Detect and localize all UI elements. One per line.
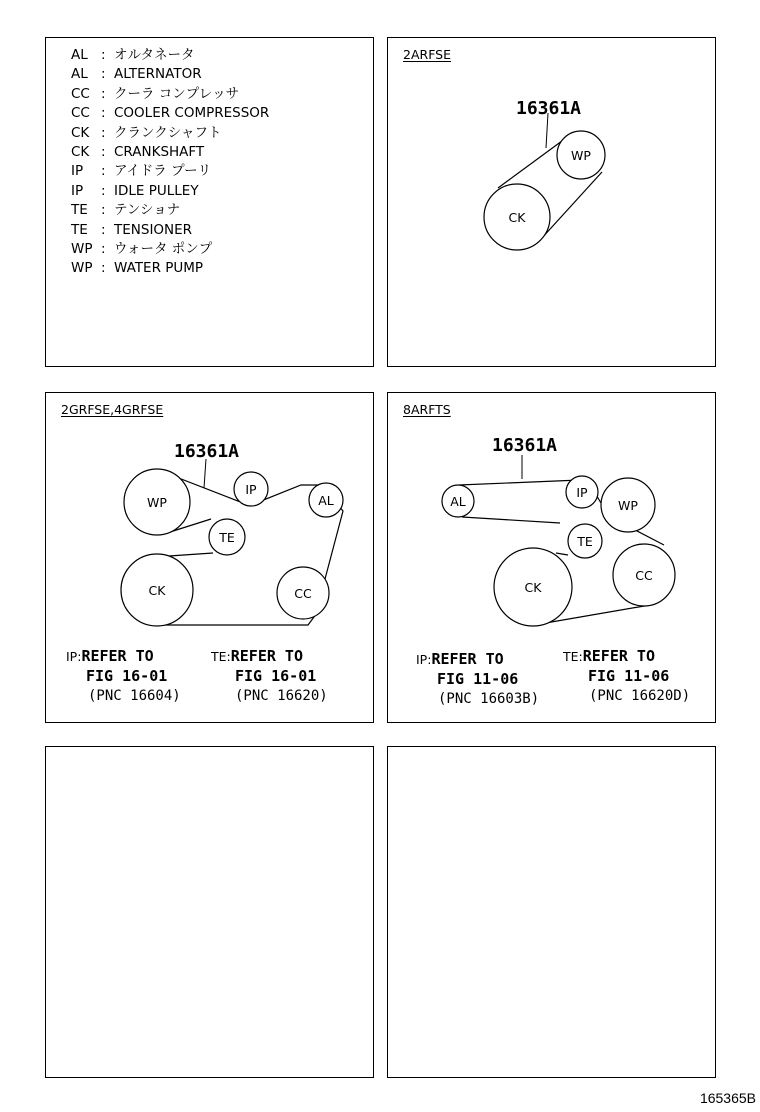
pulley-label-wp: WP <box>618 498 638 513</box>
pulley-label-wp: WP <box>571 148 591 163</box>
legend-code: AL <box>71 66 88 83</box>
legend-description: CRANKSHAFT <box>114 144 205 160</box>
note-key: IP: <box>416 652 432 667</box>
pulley-label-al: AL <box>450 494 466 509</box>
legend-code: CK <box>71 144 90 160</box>
empty-panel-left <box>45 746 374 1078</box>
legend-code: WP <box>71 260 93 277</box>
pulley-label-ck: CK <box>148 583 166 598</box>
pulley-label-ip: IP <box>576 485 588 500</box>
legend-description: ウォータ ポンプ <box>114 241 213 257</box>
legend-separator: : <box>101 163 106 180</box>
legend-separator: : <box>101 260 106 277</box>
legend-description: WATER PUMP <box>114 260 204 277</box>
part-number: 16361A <box>516 98 582 119</box>
legend-description: アイドラ プーリ <box>114 163 212 180</box>
legend-separator: : <box>101 202 106 219</box>
legend-description: クランクシャフト <box>114 124 222 141</box>
pulley-label-ck: CK <box>524 580 542 595</box>
legend-code: CC <box>71 105 90 122</box>
figure-id: 165365B <box>699 1090 756 1106</box>
belt-segment <box>556 553 568 555</box>
leader-line <box>204 459 206 488</box>
panel-label-2arfse: 2ARFSE <box>403 47 451 62</box>
note-ip <box>66 646 206 708</box>
part-number: 16361A <box>492 435 558 456</box>
legend-separator: : <box>101 47 106 63</box>
panel-label-8arfts: 8ARFTS <box>403 402 451 417</box>
panel-label-2grfse: 2GRFSE,4GRFSE <box>61 402 164 417</box>
panel-2grfse <box>45 392 374 723</box>
note-key: IP: <box>66 649 82 664</box>
pulley-label-te: TE <box>577 534 593 549</box>
legend-separator: : <box>101 85 106 102</box>
belt-segment <box>169 553 213 556</box>
note-line2: FIG 11-06 <box>588 667 670 685</box>
legend-description: TENSIONER <box>114 221 193 238</box>
legend-panel <box>45 37 374 367</box>
empty-panel-right <box>387 746 716 1078</box>
legend-code: IP <box>71 163 84 180</box>
legend-description: COOLER COMPRESSOR <box>114 105 270 122</box>
legend-code: TE <box>71 202 88 219</box>
note-line3: (PNC 16604) <box>88 688 181 704</box>
note-line2: FIG 11-06 <box>437 670 519 688</box>
pulley-label-ip: IP <box>245 482 257 497</box>
note-line3: (PNC 16620) <box>235 688 328 704</box>
legend-description: クーラ コンプレッサ <box>114 85 240 102</box>
note-key: TE: <box>563 649 583 664</box>
note-line3: (PNC 16603B) <box>438 691 540 707</box>
pulley-label-ck: CK <box>508 210 526 225</box>
legend-code: AL <box>71 47 88 63</box>
note-te <box>563 646 713 708</box>
legend-code: CK <box>71 124 90 141</box>
legend-separator: : <box>101 144 106 160</box>
legend-description: テンショナ <box>114 202 181 219</box>
pulley-label-te: TE <box>219 530 235 545</box>
belt-segment <box>498 138 566 188</box>
legend-code: CC <box>71 85 90 102</box>
belt-segment <box>462 517 560 523</box>
legend-separator: : <box>101 182 106 199</box>
note-te <box>211 646 361 708</box>
pulley-label-al: AL <box>318 493 334 508</box>
note-line1: REFER TO <box>431 650 504 668</box>
panel-2arfse <box>387 37 716 367</box>
belt-segment <box>459 480 580 485</box>
legend-description: ALTERNATOR <box>114 66 202 83</box>
belt-segment <box>541 172 602 239</box>
note-ip <box>416 649 556 711</box>
note-line1: REFER TO <box>230 647 303 665</box>
note-line2: FIG 16-01 <box>86 667 168 685</box>
belt-diagram-2arfse <box>388 38 717 368</box>
legend-separator: : <box>101 66 106 83</box>
legend-description: オルタネータ <box>114 47 195 63</box>
legend-description: IDLE PULLEY <box>114 182 199 199</box>
note-line1: REFER TO <box>582 647 655 665</box>
pulley-label-wp: WP <box>147 495 167 510</box>
note-key: TE: <box>211 649 231 664</box>
note-line2: FIG 16-01 <box>235 667 317 685</box>
legend-separator: : <box>101 221 106 238</box>
legend-separator: : <box>101 124 106 141</box>
panel-8arfts <box>387 392 716 723</box>
note-line3: (PNC 16620D) <box>589 688 691 704</box>
legend-code: WP <box>71 241 93 257</box>
legend-separator: : <box>101 241 106 257</box>
legend-code: IP <box>71 182 84 199</box>
part-number: 16361A <box>174 441 240 462</box>
legend-code: TE <box>71 221 88 238</box>
pulley-label-cc: CC <box>294 586 312 601</box>
pulley-label-cc: CC <box>635 568 653 583</box>
note-line1: REFER TO <box>81 647 154 665</box>
legend-separator: : <box>101 105 106 122</box>
